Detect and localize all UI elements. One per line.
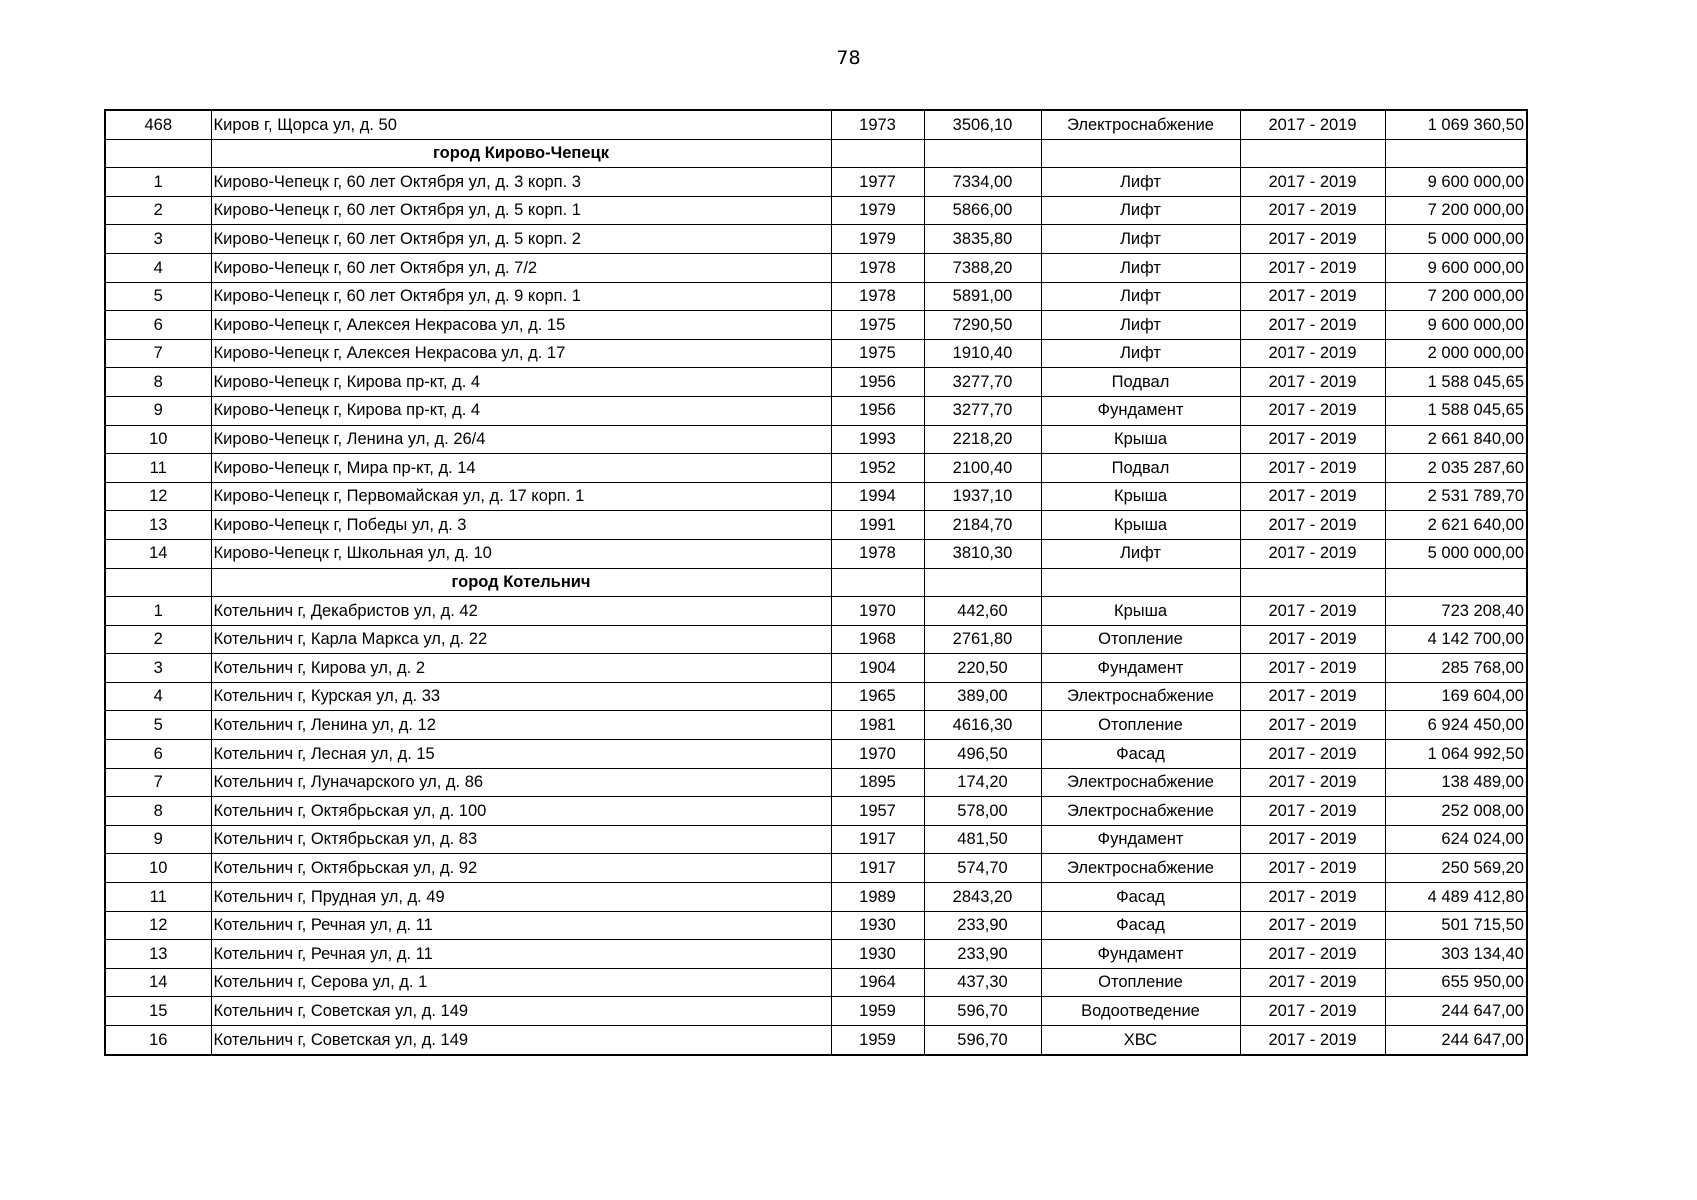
cost-cell: 624 024,00: [1385, 825, 1527, 854]
period-cell: 2017 - 2019: [1240, 110, 1385, 139]
table-row: [105, 1026, 1527, 1055]
row-number-cell: 13: [105, 940, 211, 969]
row-number-cell: 6: [105, 740, 211, 769]
row-number-cell: 4: [105, 682, 211, 711]
period-cell: 2017 - 2019: [1240, 196, 1385, 225]
work-type-cell: Лифт: [1041, 339, 1240, 368]
row-number-cell: 5: [105, 282, 211, 311]
work-type-cell: Фасад: [1041, 911, 1240, 940]
table-row: [105, 253, 1527, 282]
row-number-cell: 1: [105, 168, 211, 197]
area-cell: 578,00: [924, 797, 1041, 826]
cost-cell: 169 604,00: [1385, 682, 1527, 711]
year-cell: 1964: [831, 968, 924, 997]
table-row: [105, 511, 1527, 540]
work-type-cell: Подвал: [1041, 454, 1240, 483]
cost-cell: 1 588 045,65: [1385, 396, 1527, 425]
area-cell: 3277,70: [924, 368, 1041, 397]
period-cell: 2017 - 2019: [1240, 225, 1385, 254]
row-number-cell: 3: [105, 654, 211, 683]
period-cell: 2017 - 2019: [1240, 968, 1385, 997]
cost-cell: 252 008,00: [1385, 797, 1527, 826]
area-cell: 5866,00: [924, 196, 1041, 225]
work-type-cell: Лифт: [1041, 225, 1240, 254]
period-cell: 2017 - 2019: [1240, 682, 1385, 711]
period-cell: 2017 - 2019: [1240, 654, 1385, 683]
cost-cell: 501 715,50: [1385, 911, 1527, 940]
year-cell: 1904: [831, 654, 924, 683]
year-cell: 1978: [831, 282, 924, 311]
address-cell: Кирово-Чепецк г, 60 лет Октября ул, д. 7/2: [211, 253, 831, 282]
year-cell: 1917: [831, 825, 924, 854]
table-row: [105, 368, 1527, 397]
year-cell: 1956: [831, 368, 924, 397]
period-cell: 2017 - 2019: [1240, 797, 1385, 826]
work-type-cell: Лифт: [1041, 168, 1240, 197]
row-number-cell: 3: [105, 225, 211, 254]
table-row: [105, 997, 1527, 1026]
year-cell: 1981: [831, 711, 924, 740]
table-row: [105, 682, 1527, 711]
cost-cell: 2 035 287,60: [1385, 454, 1527, 483]
empty-cell: [1385, 568, 1527, 597]
period-cell: 2017 - 2019: [1240, 168, 1385, 197]
year-cell: 1952: [831, 454, 924, 483]
work-type-cell: Фундамент: [1041, 654, 1240, 683]
year-cell: 1975: [831, 339, 924, 368]
year-cell: 1957: [831, 797, 924, 826]
year-cell: 1970: [831, 740, 924, 769]
empty-cell: [1041, 139, 1240, 168]
period-cell: 2017 - 2019: [1240, 454, 1385, 483]
year-cell: 1979: [831, 225, 924, 254]
period-cell: 2017 - 2019: [1240, 768, 1385, 797]
area-cell: 7334,00: [924, 168, 1041, 197]
address-cell: Котельнич г, Луначарского ул, д. 86: [211, 768, 831, 797]
table-row: [105, 282, 1527, 311]
address-cell: Кирово-Чепецк г, 60 лет Октября ул, д. 3 корп. 3: [211, 168, 831, 197]
table-row: [105, 768, 1527, 797]
year-cell: 1975: [831, 311, 924, 340]
area-cell: 437,30: [924, 968, 1041, 997]
year-cell: 1930: [831, 911, 924, 940]
address-cell: Кирово-Чепецк г, 60 лет Октября ул, д. 5 корп. 1: [211, 196, 831, 225]
page-number: 78: [836, 47, 861, 69]
period-cell: 2017 - 2019: [1240, 425, 1385, 454]
address-cell: Кирово-Чепецк г, 60 лет Октября ул, д. 9 корп. 1: [211, 282, 831, 311]
address-cell: Котельнич г, Октябрьская ул, д. 83: [211, 825, 831, 854]
empty-cell: [924, 139, 1041, 168]
cost-cell: 7 200 000,00: [1385, 196, 1527, 225]
year-cell: 1930: [831, 940, 924, 969]
address-cell: Котельнич г, Декабристов ул, д. 42: [211, 597, 831, 626]
table-row: [105, 825, 1527, 854]
cost-cell: 6 924 450,00: [1385, 711, 1527, 740]
area-cell: 1937,10: [924, 482, 1041, 511]
period-cell: 2017 - 2019: [1240, 597, 1385, 626]
area-cell: 2100,40: [924, 454, 1041, 483]
row-number-cell: 12: [105, 482, 211, 511]
row-number-cell: 468: [105, 110, 211, 139]
work-type-cell: Электроснабжение: [1041, 797, 1240, 826]
area-cell: 574,70: [924, 854, 1041, 883]
table-row: [105, 911, 1527, 940]
year-cell: 1994: [831, 482, 924, 511]
row-number-cell: 11: [105, 883, 211, 912]
period-cell: 2017 - 2019: [1240, 482, 1385, 511]
row-number-cell: 4: [105, 253, 211, 282]
address-cell: Котельнич г, Карла Маркса ул, д. 22: [211, 625, 831, 654]
empty-cell: [1240, 139, 1385, 168]
empty-cell: [105, 568, 211, 597]
period-cell: 2017 - 2019: [1240, 396, 1385, 425]
period-cell: 2017 - 2019: [1240, 511, 1385, 540]
address-cell: Котельнич г, Прудная ул, д. 49: [211, 883, 831, 912]
period-cell: 2017 - 2019: [1240, 711, 1385, 740]
empty-cell: [831, 568, 924, 597]
address-cell: Кирово-Чепецк г, Кирова пр-кт, д. 4: [211, 368, 831, 397]
empty-cell: [1240, 568, 1385, 597]
year-cell: 1978: [831, 539, 924, 568]
area-cell: 3277,70: [924, 396, 1041, 425]
row-number-cell: 14: [105, 539, 211, 568]
address-cell: Котельнич г, Советская ул, д. 149: [211, 1026, 831, 1055]
period-cell: 2017 - 2019: [1240, 625, 1385, 654]
address-cell: Котельнич г, Речная ул, д. 11: [211, 940, 831, 969]
section-header-row: [105, 568, 1527, 597]
address-cell: Киров г, Щорса ул, д. 50: [211, 110, 831, 139]
cost-cell: 9 600 000,00: [1385, 311, 1527, 340]
year-cell: 1989: [831, 883, 924, 912]
area-cell: 442,60: [924, 597, 1041, 626]
period-cell: 2017 - 2019: [1240, 1026, 1385, 1055]
address-cell: Кирово-Чепецк г, Алексея Некрасова ул, д. 17: [211, 339, 831, 368]
row-number-cell: 1: [105, 597, 211, 626]
table-row: [105, 539, 1527, 568]
year-cell: 1965: [831, 682, 924, 711]
cost-cell: 303 134,40: [1385, 940, 1527, 969]
row-number-cell: 7: [105, 768, 211, 797]
area-cell: 233,90: [924, 911, 1041, 940]
table-row: [105, 339, 1527, 368]
address-cell: Котельнич г, Октябрьская ул, д. 100: [211, 797, 831, 826]
work-type-cell: Крыша: [1041, 425, 1240, 454]
cost-cell: 1 588 045,65: [1385, 368, 1527, 397]
empty-cell: [924, 568, 1041, 597]
cost-cell: 5 000 000,00: [1385, 539, 1527, 568]
row-number-cell: 8: [105, 797, 211, 826]
area-cell: 2843,20: [924, 883, 1041, 912]
row-number-cell: 13: [105, 511, 211, 540]
table-row: [105, 454, 1527, 483]
cost-cell: 2 000 000,00: [1385, 339, 1527, 368]
table-row: [105, 311, 1527, 340]
work-type-cell: Лифт: [1041, 196, 1240, 225]
address-cell: Кирово-Чепецк г, Кирова пр-кт, д. 4: [211, 396, 831, 425]
work-type-cell: Электроснабжение: [1041, 682, 1240, 711]
row-number-cell: 11: [105, 454, 211, 483]
table-row: [105, 854, 1527, 883]
row-number-cell: 2: [105, 196, 211, 225]
row-number-cell: 7: [105, 339, 211, 368]
address-cell: Котельнич г, Речная ул, д. 11: [211, 911, 831, 940]
table-row: [105, 625, 1527, 654]
table-row: [105, 110, 1527, 139]
period-cell: 2017 - 2019: [1240, 940, 1385, 969]
year-cell: 1968: [831, 625, 924, 654]
work-type-cell: Крыша: [1041, 597, 1240, 626]
table-body: [105, 110, 1527, 1055]
address-cell: Котельнич г, Серова ул, д. 1: [211, 968, 831, 997]
work-type-cell: Фундамент: [1041, 396, 1240, 425]
work-type-cell: Отопление: [1041, 968, 1240, 997]
row-number-cell: 5: [105, 711, 211, 740]
area-cell: 7290,50: [924, 311, 1041, 340]
cost-cell: 244 647,00: [1385, 997, 1527, 1026]
period-cell: 2017 - 2019: [1240, 539, 1385, 568]
address-cell: Кирово-Чепецк г, Мира пр-кт, д. 14: [211, 454, 831, 483]
row-number-cell: 10: [105, 854, 211, 883]
cost-cell: 4 142 700,00: [1385, 625, 1527, 654]
area-cell: 7388,20: [924, 253, 1041, 282]
period-cell: 2017 - 2019: [1240, 282, 1385, 311]
year-cell: 1970: [831, 597, 924, 626]
year-cell: 1917: [831, 854, 924, 883]
row-number-cell: 9: [105, 396, 211, 425]
year-cell: 1959: [831, 997, 924, 1026]
address-cell: Котельнич г, Советская ул, д. 149: [211, 997, 831, 1026]
table-row: [105, 711, 1527, 740]
work-type-cell: Водоотведение: [1041, 997, 1240, 1026]
address-cell: Кирово-Чепецк г, Победы ул, д. 3: [211, 511, 831, 540]
address-cell: Котельнич г, Курская ул, д. 33: [211, 682, 831, 711]
area-cell: 174,20: [924, 768, 1041, 797]
period-cell: 2017 - 2019: [1240, 883, 1385, 912]
area-cell: 389,00: [924, 682, 1041, 711]
table-row: [105, 196, 1527, 225]
cost-cell: 655 950,00: [1385, 968, 1527, 997]
table-row: [105, 654, 1527, 683]
year-cell: 1895: [831, 768, 924, 797]
table-row: [105, 597, 1527, 626]
year-cell: 1979: [831, 196, 924, 225]
address-cell: Котельнич г, Ленина ул, д. 12: [211, 711, 831, 740]
year-cell: 1959: [831, 1026, 924, 1055]
cost-cell: 4 489 412,80: [1385, 883, 1527, 912]
row-number-cell: 15: [105, 997, 211, 1026]
year-cell: 1977: [831, 168, 924, 197]
work-type-cell: Лифт: [1041, 282, 1240, 311]
area-cell: 481,50: [924, 825, 1041, 854]
address-cell: Кирово-Чепецк г, 60 лет Октября ул, д. 5 корп. 2: [211, 225, 831, 254]
work-type-cell: Отопление: [1041, 625, 1240, 654]
period-cell: 2017 - 2019: [1240, 997, 1385, 1026]
area-cell: 3810,30: [924, 539, 1041, 568]
work-type-cell: Крыша: [1041, 482, 1240, 511]
area-cell: 2184,70: [924, 511, 1041, 540]
year-cell: 1956: [831, 396, 924, 425]
table-row: [105, 425, 1527, 454]
work-type-cell: Подвал: [1041, 368, 1240, 397]
empty-cell: [831, 139, 924, 168]
address-cell: Кирово-Чепецк г, Ленина ул, д. 26/4: [211, 425, 831, 454]
work-type-cell: Электроснабжение: [1041, 768, 1240, 797]
cost-cell: 285 768,00: [1385, 654, 1527, 683]
row-number-cell: 9: [105, 825, 211, 854]
work-type-cell: Фундамент: [1041, 940, 1240, 969]
cost-cell: 5 000 000,00: [1385, 225, 1527, 254]
area-cell: 1910,40: [924, 339, 1041, 368]
table-row: [105, 225, 1527, 254]
period-cell: 2017 - 2019: [1240, 911, 1385, 940]
area-cell: 496,50: [924, 740, 1041, 769]
area-cell: 596,70: [924, 1026, 1041, 1055]
year-cell: 1993: [831, 425, 924, 454]
table-row: [105, 797, 1527, 826]
year-cell: 1973: [831, 110, 924, 139]
table-row: [105, 940, 1527, 969]
work-type-cell: Отопление: [1041, 711, 1240, 740]
row-number-cell: 6: [105, 311, 211, 340]
cost-cell: 2 621 640,00: [1385, 511, 1527, 540]
empty-cell: [1385, 139, 1527, 168]
work-type-cell: Электроснабжение: [1041, 110, 1240, 139]
area-cell: 5891,00: [924, 282, 1041, 311]
area-cell: 2218,20: [924, 425, 1041, 454]
address-cell: Кирово-Чепецк г, Школьная ул, д. 10: [211, 539, 831, 568]
work-type-cell: Лифт: [1041, 253, 1240, 282]
row-number-cell: 10: [105, 425, 211, 454]
cost-cell: 2 531 789,70: [1385, 482, 1527, 511]
work-type-cell: Крыша: [1041, 511, 1240, 540]
row-number-cell: 2: [105, 625, 211, 654]
section-header-row: [105, 139, 1527, 168]
work-type-cell: Лифт: [1041, 539, 1240, 568]
address-cell: Кирово-Чепецк г, Первомайская ул, д. 17 корп. 1: [211, 482, 831, 511]
cost-cell: 1 064 992,50: [1385, 740, 1527, 769]
period-cell: 2017 - 2019: [1240, 339, 1385, 368]
area-cell: 3835,80: [924, 225, 1041, 254]
cost-cell: 9 600 000,00: [1385, 168, 1527, 197]
address-cell: Котельнич г, Кирова ул, д. 2: [211, 654, 831, 683]
period-cell: 2017 - 2019: [1240, 368, 1385, 397]
table-row: [105, 482, 1527, 511]
housing-repair-table: [104, 109, 1528, 1056]
period-cell: 2017 - 2019: [1240, 311, 1385, 340]
cost-cell: 2 661 840,00: [1385, 425, 1527, 454]
work-type-cell: ХВС: [1041, 1026, 1240, 1055]
address-cell: Кирово-Чепецк г, Алексея Некрасова ул, д. 15: [211, 311, 831, 340]
year-cell: 1991: [831, 511, 924, 540]
table-row: [105, 968, 1527, 997]
row-number-cell: 16: [105, 1026, 211, 1055]
cost-cell: 244 647,00: [1385, 1026, 1527, 1055]
work-type-cell: Лифт: [1041, 311, 1240, 340]
empty-cell: [105, 139, 211, 168]
cost-cell: 1 069 360,50: [1385, 110, 1527, 139]
area-cell: 220,50: [924, 654, 1041, 683]
area-cell: 596,70: [924, 997, 1041, 1026]
row-number-cell: 8: [105, 368, 211, 397]
cost-cell: 723 208,40: [1385, 597, 1527, 626]
table-row: [105, 168, 1527, 197]
cost-cell: 138 489,00: [1385, 768, 1527, 797]
period-cell: 2017 - 2019: [1240, 253, 1385, 282]
area-cell: 3506,10: [924, 110, 1041, 139]
row-number-cell: 14: [105, 968, 211, 997]
work-type-cell: Фундамент: [1041, 825, 1240, 854]
work-type-cell: Электроснабжение: [1041, 854, 1240, 883]
work-type-cell: Фасад: [1041, 740, 1240, 769]
year-cell: 1978: [831, 253, 924, 282]
area-cell: 4616,30: [924, 711, 1041, 740]
period-cell: 2017 - 2019: [1240, 740, 1385, 769]
table-row: [105, 883, 1527, 912]
period-cell: 2017 - 2019: [1240, 854, 1385, 883]
section-title: город Котельнич: [211, 568, 831, 597]
address-cell: Котельнич г, Лесная ул, д. 15: [211, 740, 831, 769]
area-cell: 2761,80: [924, 625, 1041, 654]
row-number-cell: 12: [105, 911, 211, 940]
address-cell: Котельнич г, Октябрьская ул, д. 92: [211, 854, 831, 883]
work-type-cell: Фасад: [1041, 883, 1240, 912]
empty-cell: [1041, 568, 1240, 597]
section-title: город Кирово-Чепецк: [211, 139, 831, 168]
cost-cell: 7 200 000,00: [1385, 282, 1527, 311]
area-cell: 233,90: [924, 940, 1041, 969]
cost-cell: 250 569,20: [1385, 854, 1527, 883]
period-cell: 2017 - 2019: [1240, 825, 1385, 854]
cost-cell: 9 600 000,00: [1385, 253, 1527, 282]
table-row: [105, 740, 1527, 769]
table-row: [105, 396, 1527, 425]
